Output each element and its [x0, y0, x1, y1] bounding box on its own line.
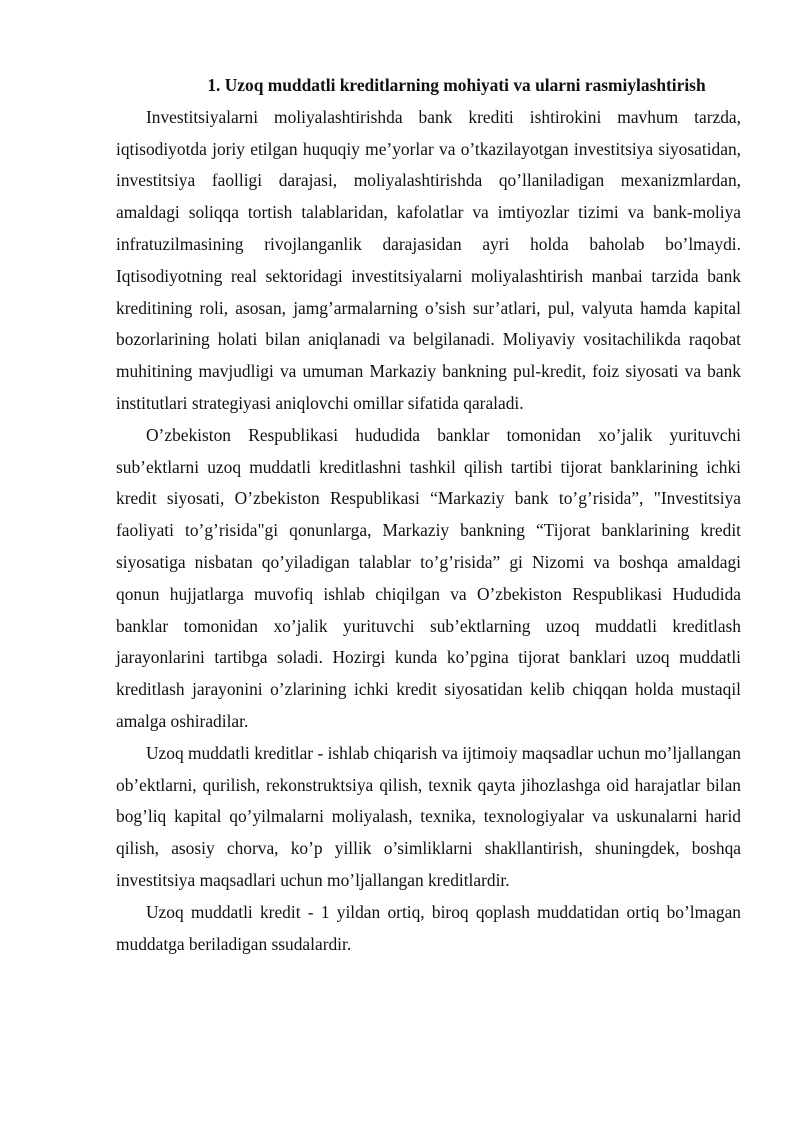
- paragraph-long-term-credit-definition: Uzoq muddatli kreditlar - ishlab chiqarish va ijtimoiy maqsadlar uchun mo’ljallangan ob’ektlarni, qurilish, rekonstruktsiya qilish, texnik qayta jihozlashga oid harajatlar bilan bog’liq kapital qo’yilmalarni moliyalash, texnika, texnologiyalar va uskunalarni harid qilish, asosiy chorva, ko’p yillik o’simliklarni shakllantirish, shuningdek, boshqa investitsiya maqsadlari uchun mo’ljallangan kreditlardir.: [116, 742, 741, 890]
- section-heading: 1. Uzoq muddatli kreditlarning mohiyati va ularni rasmiylashtirish: [207, 75, 706, 95]
- paragraph-long-term-credit-term: Uzoq muddatli kredit - 1 yildan ortiq, biroq qoplash muddatidan ortiq bo’lmagan muddatga beriladigan ssudalardir.: [116, 901, 741, 954]
- paragraph-investment-credit: Investitsiyalarni moliyalashtirishda bank krediti ishtirokini mavhum tarzda, iqtisodiyotda joriy etilgan huquqiy me’yorlar va o’tkazilayotgan investitsiya siyosatidan, investitsiya faolligi darajasi, moliyalashtirishda qo’llaniladigan mexanizmlardan, amaldagi soliqqa tortish talablaridan, kafolatlar va imtiyozlar tizimi va bank-moliya infratuzilmasining rivojlanganlik darajasidan ayri holda baholab bo’lmaydi. Iqtisodiyotning real sektoridagi investitsiyalarni moliyalashtirish manbai tarzida bank kreditining roli, asosan, jamg’armalarning o’sish sur’atlari, pul, valyuta hamda kapital bozorlarining holati bilan aniqlanadi va belgilanadi. Moliyaviy vositachilikda raqobat muhitining mavjudligi va umuman Markaziy bankning pul-kredit, foiz siyosati va bank institutlari strategiyasi aniqlovchi omillar sifatida qaraladi.: [116, 106, 741, 413]
- paragraph-uzbekistan-regulation: O’zbekiston Respublikasi hududida banklar tomonidan xo’jalik yurituvchi sub’ektlarni uzoq muddatli kreditlashni tashkil qilish tartibi tijorat banklarining ichki kredit siyosati, O’zbekiston Respublikasi “Markaziy bank to’g’risida”, "Investitsiya faoliyati to’g’risida"gi qonunlarga, Markaziy bankning “Tijorat banklarining kredit siyosatiga nisbatan qo’yiladigan talablar to’g’risida” gi Nizomi va boshqa amaldagi qonun hujjatlarga muvofiq ishlab chiqilgan va O’zbekiston Respublikasi Hududida banklar tomonidan xo’jalik yurituvchi sub’ektlarning uzoq muddatli kreditlash jarayonlarini tartibga soladi. Hozirgi kunda ko’pgina tijorat banklari uzoq muddatli kreditlash jarayonini o’zlarining ichki kredit siyosatidan kelib chiqqan holda mustaqil amalga oshiradilar.: [116, 424, 741, 731]
- document-page: [116, 70, 741, 960]
